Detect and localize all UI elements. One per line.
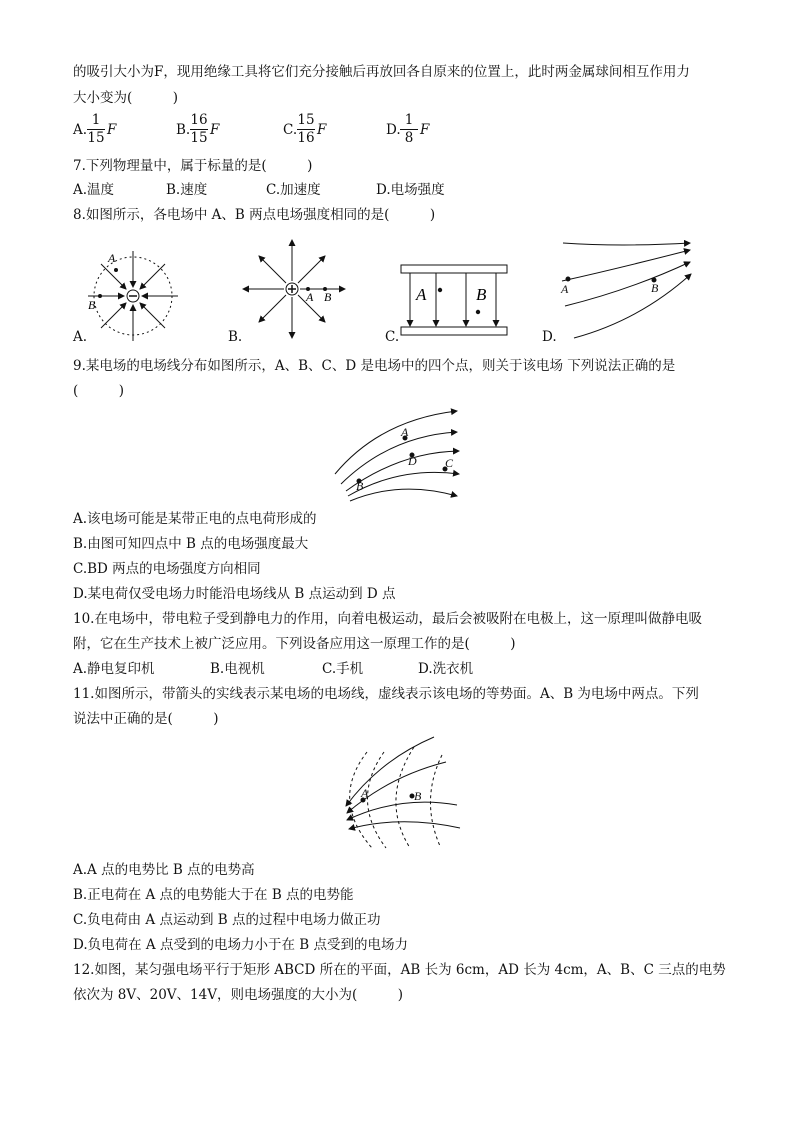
q8-option-a[interactable]: A. (73, 329, 88, 345)
q9-stem-line1: 9.某电场的电场线分布如图所示，A、B、C、D 是电场中的四个点，则关于该电场 下列说法正确的是 (73, 358, 676, 374)
q9-point-c: C (445, 456, 454, 470)
fraction: 1 15 (87, 112, 105, 146)
q8-option-b[interactable]: B. (228, 329, 243, 345)
q9-stem-line2: ( ) (73, 383, 125, 399)
q8-c-point-b: B (476, 285, 487, 304)
fraction: 15 16 (297, 112, 315, 146)
q9-point-b: B (356, 479, 364, 493)
q8-b-point-b: B (324, 290, 332, 304)
q9-point-d: D (408, 454, 417, 468)
q10-option-d[interactable]: D.洗衣机 (418, 661, 474, 677)
q8-d-point-b: B (651, 281, 659, 295)
q7-option-d[interactable]: D.电场强度 (376, 182, 445, 198)
q11-option-b[interactable]: B.正电荷在 A 点的电势能大于在 B 点的电势能 (73, 887, 354, 903)
q9-figure-field-lines (335, 411, 459, 501)
fraction: 16 15 (190, 112, 208, 146)
q11-option-c[interactable]: C.负电荷由 A 点运动到 B 点的过程中电场力做正功 (73, 912, 381, 928)
q8-c-point-a: A (416, 285, 427, 304)
q7-option-b[interactable]: B.速度 (166, 182, 208, 198)
q8-fig-d-curved-lines (560, 243, 691, 338)
q8-stem: 8.如图所示，各电场中 A、B 两点电场强度相同的是( ) (73, 207, 436, 223)
fraction: 1 8 (400, 112, 418, 147)
q9-option-b[interactable]: B.由图可知四点中 B 点的电场强度最大 (73, 536, 309, 552)
q9-point-a: A (401, 425, 409, 439)
q7-option-c[interactable]: C.加速度 (266, 182, 321, 198)
q9-option-a[interactable]: A.该电场可能是某带正电的点电荷形成的 (73, 511, 317, 527)
q8-option-c[interactable]: C. (385, 329, 400, 345)
q11-stem-line2: 说法中正确的是( ) (73, 711, 219, 727)
q8-option-d[interactable]: D. (542, 329, 557, 345)
q7-stem: 7.下列物理量中，属于标量的是( ) (73, 158, 313, 174)
q11-option-a[interactable]: A.A 点的电势比 B 点的电势高 (73, 862, 255, 878)
q7-option-a[interactable]: A.温度 (73, 182, 115, 198)
q10-stem-line2: 附，它在生产技术上被广泛应用。下列设备应用这一原理工作的是( ) (73, 636, 516, 652)
q8-d-point-a: A (561, 282, 569, 296)
q11-option-d[interactable]: D.负电荷在 A 点受到的电场力小于在 B 点受到的电场力 (73, 937, 408, 953)
q8-fig-c-parallel-plates (401, 265, 507, 335)
q8-fig-a-negative-charge (88, 251, 178, 341)
q8-fig-b-positive-charge (243, 240, 345, 338)
q10-option-b[interactable]: B.电视机 (210, 661, 265, 677)
q12-stem-line2: 依次为 8V、20V、14V，则电场强度的大小为( ) (73, 987, 404, 1003)
q10-stem-line1: 10.在电场中，带电粒子受到静电力的作用，向着电极运动，最后会被吸附在电极上，这一原理叫做静电吸 (73, 611, 702, 627)
q9-option-d[interactable]: D.某电荷仅受电场力时能沿电场线从 B 点运动到 D 点 (73, 586, 396, 602)
q6-text-line1: 的吸引大小为F，现用绝缘工具将它们充分接触后再放回各自原来的位置上，此时两金属球间相互作用力 (73, 64, 690, 80)
q8-a-point-a: A (108, 251, 116, 265)
q8-a-point-b: B (88, 298, 96, 312)
q9-option-c[interactable]: C.BD 两点的电场强度方向相同 (73, 561, 261, 577)
q12-stem-line1: 12.如图，某匀强电场平行于矩形 ABCD 所在的平面，AB 长为 6cm，AD 长为 4cm，A、B、C 三点的电势 (73, 962, 726, 978)
q11-point-a: A (361, 786, 369, 800)
q11-stem-line1: 11.如图所示，带箭头的实线表示某电场的电场线，虚线表示该电场的等势面。A、B 为电场中两点。下列 (73, 686, 699, 702)
q6-text-line2: 大小变为( ) (73, 90, 179, 106)
q11-figure-field-and-equipotential (346, 737, 460, 848)
q11-point-b: B (414, 789, 422, 803)
q10-option-a[interactable]: A.静电复印机 (73, 661, 155, 677)
q10-option-c[interactable]: C.手机 (322, 661, 364, 677)
q6-options: A. 1 15 F B. 16 15 F C. 15 16 F D. 1 8 F (73, 112, 430, 146)
q8-b-point-a: A (306, 290, 314, 304)
